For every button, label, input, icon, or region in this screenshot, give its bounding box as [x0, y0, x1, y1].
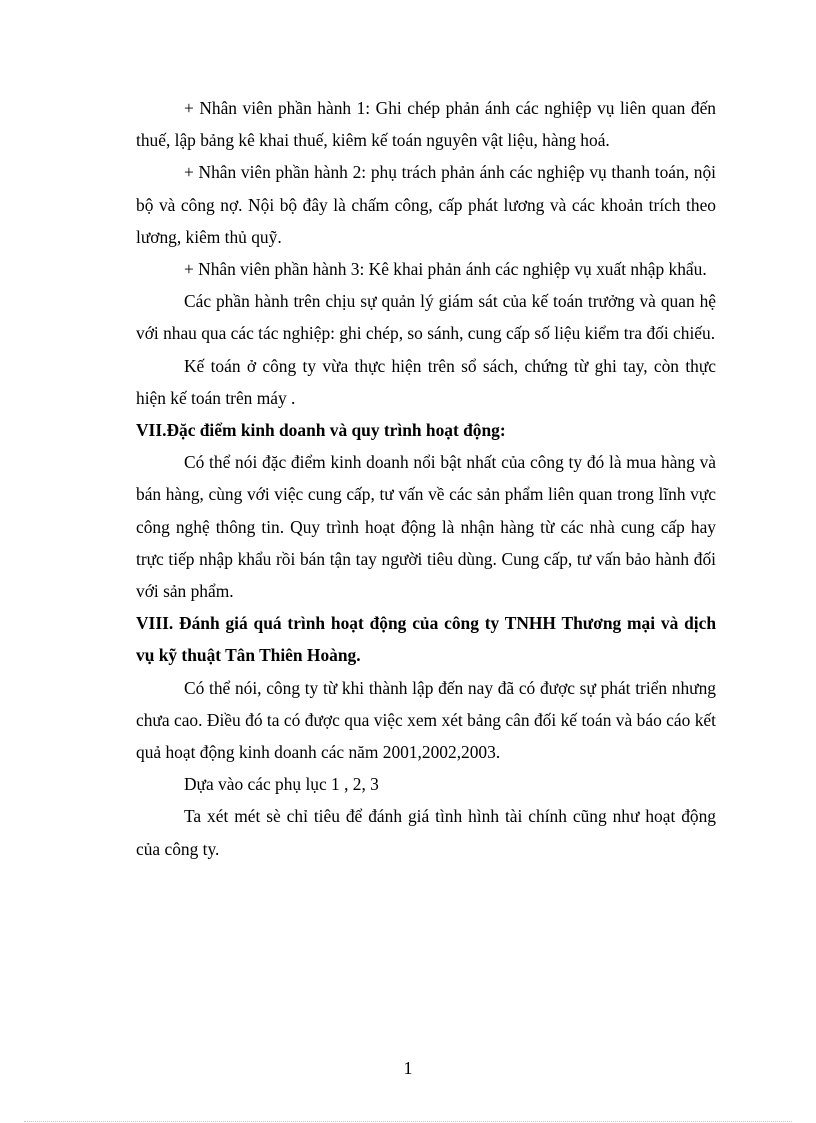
- paragraph-indicators: Ta xét mét sè chỉ tiêu để đánh giá tình hình tài chính cũng như hoạt động của công ty.: [136, 806, 716, 859]
- page-body: [136, 92, 716, 865]
- paragraph-accounting-method: Kế toán ở công ty vừa thực hiện trên sổ sách, chứng từ ghi tay, còn thực hiện kế toán trên máy .: [136, 355, 716, 408]
- page-bottom-divider: [24, 1121, 792, 1122]
- paragraph-staff-1: + Nhân viên phần hành 1: Ghi chép phản ánh các nghiệp vụ liên quan đến thuế, lập bảng kê khai thuế, kiêm kế toán nguyên vật liệu, hàng hoá.: [136, 98, 716, 151]
- paragraph-supervision: Các phần hành trên chịu sự quản lý giám sát của kế toán trưởng và quan hệ với nhau qua các tác nghiệp: ghi chép, so sánh, cung cấp số liệu kiểm tra đối chiếu.: [136, 291, 716, 344]
- paragraph-business-features: Có thể nói đặc điểm kinh doanh nổi bật nhất của công ty đó là mua hàng và bán hàng, cùng với việc cung cấp, tư vấn về các sản phẩm liên quan trong lĩnh vực công nghệ thông tin. Quy trình hoạt động là nhận hàng từ các nhà cung cấp hay trực tiếp nhập khẩu rồi bán tận tay người tiêu dùng. Cung cấp, tư vấn bảo hành đối với sản phẩm.: [136, 452, 716, 602]
- section-heading-viii: VIII. Đánh giá quá trình hoạt động của công ty TNHH Thương mại và dịch vụ kỹ thuật Tân Thiên Hoàng.: [136, 613, 716, 666]
- paragraph-development: Có thể nói, công ty từ khi thành lập đến nay đã có được sự phát triển nhưng chưa cao. Điều đó ta có được qua việc xem xét bảng cân đối kế toán và báo cáo kết quả hoạt động kinh doanh các năm 2001,2002,2003.: [136, 677, 716, 763]
- paragraph-staff-2: + Nhân viên phần hành 2: phụ trách phản ánh các nghiệp vụ thanh toán, nội bộ và công nợ. Nội bộ đây là chấm công, cấp phát lương và các khoản trích theo lương, kiêm thủ quỹ.: [136, 162, 716, 247]
- paragraph-appendix-reference: Dựa vào các phụ lục 1 , 2, 3: [184, 774, 379, 795]
- page-number: 1: [403, 1058, 413, 1078]
- paragraph-staff-3: + Nhân viên phần hành 3: Kê khai phản ánh các nghiệp vụ xuất nhập khẩu.: [184, 259, 707, 280]
- section-heading-vii: VII.Đặc điểm kinh doanh và quy trình hoạt động:: [136, 420, 506, 441]
